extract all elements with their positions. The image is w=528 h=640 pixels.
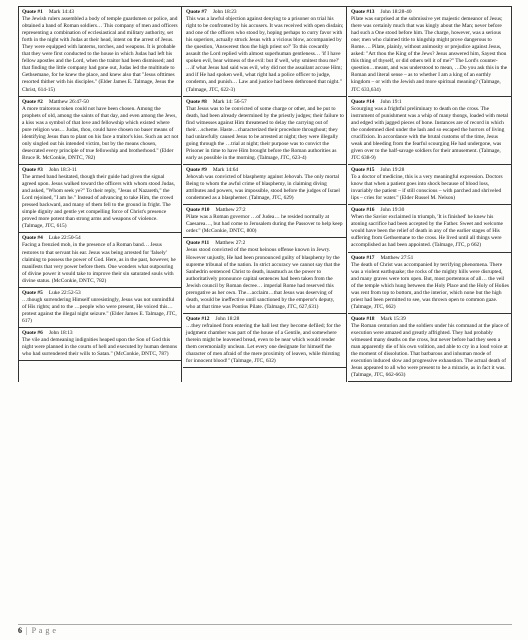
quote-text: …they refrained from entering the hall lest they become defiled; for the judgment chamber was part of the house of a Gentile, and somewhere therein might be leavened bread, even to be near which would render them ceremonially unclean. Let every one designate for himself the character of men afraid of the mere proximity of leaven, while thirsting for innocent blood!" (Talmage, JTC, 632) xyxy=(186,322,341,365)
quote-reference: John 19:30 xyxy=(380,207,405,214)
quote-reference: Mark 14:43 xyxy=(48,9,75,15)
quote-header xyxy=(22,330,179,337)
quote-text: Jesus stood convicted of the most heinous offense known in Jewry. However unjustly, He had been pronounced guilty of blasphemy by the supreme tribunal of the nation. In strict accuracy we cannot say that the Sanhedrin sentenced Christ to death, inasmuch as the power to authoritatively pronounce capital sentences had been taken from the Jewish council by Roman decree… imperial Rome had reserved this prerogative as her own. The…acclaim…that Jesus was deserving of death, would be ineffective until sanctioned by the emperor's deputy, who at that time was Pontius Pilate. (Talmage, JTC, 627,631) xyxy=(186,247,341,310)
quote-cell xyxy=(183,7,346,97)
quote-label: Quote #8 xyxy=(186,98,207,105)
quote-header xyxy=(186,167,344,174)
quote-table xyxy=(18,6,512,382)
quote-header xyxy=(186,316,344,323)
quote-label: Quote #3 xyxy=(22,166,43,173)
quote-cell xyxy=(19,288,181,328)
page-label: P a g e xyxy=(31,626,57,635)
quote-cell xyxy=(19,165,181,233)
quote-text: Pilate was surprised at the submissive yet majestic demeanor of Jesus; there was certainly much that was kingly about the Man; never before had such a One stood before him. The charge, however, was a serious one; men who claimed title to kingship might prove dangerous to Rome…. Pilate, plainly, without animosity or prejudice against Jesus, asked: "Art thou the King of the Jews? Jesus answered him, Sayest thou this thing of thyself, or did others tell it of me?" The Lord's counter-question…meant, and was understood to mean, …Do you ask this in the Roman and literal sense – as to whether I am a king of an earthly kingdom – or with the Jewish and more spiritual meaning? (Talmage, JTC 633,634) xyxy=(351,16,508,93)
quote-reference: Matthew 27:2 xyxy=(215,207,246,214)
quote-cell xyxy=(19,97,181,165)
quote-label: Quote #17 xyxy=(351,254,375,261)
quote-reference: Mark 14: 56-57 xyxy=(212,98,247,105)
quote-header xyxy=(22,167,179,174)
page-footer xyxy=(18,624,512,637)
quote-header xyxy=(186,99,344,106)
quote-text: Jehovah was convicted of blasphemy against Jehovah. The only mortal Being to whom the awful crime of blasphemy, in claiming diving attributes and powers, was impossible, stood before the judges of Israel condemned as a blasphemer. (Talmage, JTC, 629) xyxy=(186,174,340,202)
quote-header xyxy=(22,9,179,16)
quote-reference: John 18:3-11 xyxy=(48,166,77,173)
quote-reference: John 18:13 xyxy=(48,329,73,336)
quote-header xyxy=(351,9,509,16)
quote-header xyxy=(22,290,179,297)
quote-label: Quote #10 xyxy=(186,207,210,214)
quote-label: Quote #1 xyxy=(22,9,43,15)
quote-reference: Matthew 26:47-50 xyxy=(48,98,89,105)
quote-text: Scourging was a frightful preliminary to death on the cross. The instrument of punishment was a whip of many thongs, loaded with metal and edged with jagged pieces of bone. Instances are of record in which the condemned died under the lash and so escaped the horrors of living crucifixion. In accordance with the brutal customs of the time, Jesus weak and bleeding from the fearful scourging He had undergone, was given over to the half-savage soldiers for their amusement. (Talmage, JTC 638-9) xyxy=(351,105,509,161)
page-number: 6 xyxy=(18,626,22,635)
quote-header xyxy=(351,99,509,106)
quote-text: To a doctor of medicine, this is a very meaningful expression. Doctors know that when a patient goes into shock because of blood loss, invariably the patient – if still conscious – with parched and shriveled lips – cries for water." (Elder Russel M. Nelson) xyxy=(351,174,503,202)
quote-column-3 xyxy=(348,7,512,382)
quote-cell xyxy=(348,7,511,97)
quote-label: Quote #7 xyxy=(186,9,207,15)
quote-text: The armed band hesitated, though their guide had given the signal agreed upon. Jesus walked toward the officers with whom stood Judas, and asked, "Whom seek ye?" To their reply, "Jesus of Nazareth," the Lord rejoined, "I am he." Instead of advancing to take Him, the crowd pressed backward, and many of them fell to the ground in fright. The simple dignity and gentle yet compelling force of Christ's presence proved more potent than strong arms and weapons of violence. (Talmage, JTC, 615) xyxy=(22,174,175,230)
footer-separator: | xyxy=(26,626,28,635)
quote-text: Facing a frenzied mob, in the presence of a Roman band… Jesus restores to that servant his ear. Jesus was being arrested for 'falsely' claiming to possess the power of God. Here, as in the past, however, he manifests that very power before them. One wonders what outpouring of divine power it would take to improve their sin saturated souls with divine status. (McConkie, DNTC, 782) xyxy=(22,242,176,284)
quote-reference: John 18:28-40 xyxy=(380,9,412,15)
quote-header xyxy=(351,316,509,323)
quote-label: Quote #15 xyxy=(351,166,375,173)
quote-label: Quote #5 xyxy=(22,289,43,296)
quote-label: Quote #2 xyxy=(22,98,43,105)
quote-column-2 xyxy=(183,7,347,382)
quote-text: The Jewish rulers assembled a body of temple guardsmen or police, and obtained a band of Roman soldiers… This company of men and officers representing a combination of ecclesiastical and military authority, set forth in the night with Judas at their head, intent on the arrest of Jesus. They were equipped with lanterns, torches, and weapons. It is probable that they were first conducted to the house in which Judas had left his fellow apostles and the Lord, when the traitor had been dismissed; and that finding the little company had gone out, Judas led the multitude to Gethsemane, for he knew the place, and knew also that "Jesus ofttimes resorted thither with his disciples." (Elder James E. Talmage, Jesus the Christ, 614-15) xyxy=(22,16,178,93)
quote-text: The vile and demeaning indignities heaped upon the Son of God this night were planned in the courts of hell and executed by human demons who had surrendered their wills to Satan." (McConkie, DNTC, 787) xyxy=(22,337,178,358)
quote-reference: John 19:28 xyxy=(380,166,405,173)
quote-text: The Roman centurion and the soldiers under his command at the place of execution were amazed and greatly affrighted. They had probably witnessed many deaths on the cross, but never before had they seen a man apparently die of his own volition, and able to cry in a loud voice at the moment of dissolution. That barbarous and inhuman mode of execution induced slow and progressive exhaustion. The actual death of Jesus appeared to all who were present to be a miracle, as in fact it was. (Talmage, JTC, 662-663) xyxy=(351,322,509,379)
quote-label: Quote #14 xyxy=(351,98,375,105)
quote-text: This was a lawful objection against denying to a prisoner on trial his right to be confronted by his accusers. It was received with open disdain; and one of the officers who stood by, hoping perhaps to curry favor with his superiors, actually struck Jesus with a vicious blow, accompanied by the question, 'Answerest thou the high priest so?' To this cowardly assault the Lord replied with almost superhuman gentleness… 'if I have spoken evil, bear witness of the evil: but if well, why smitest thou me?' …if what Jesus had said was evil, why did not the assailant accuse Him; and if He had spoken well, what right had a police officer to judge, condemn, and punish… Law and justice had been dethroned that night." (Talmage, JTC, 622-3) xyxy=(186,16,344,93)
quote-header xyxy=(186,9,344,16)
quote-reference: John 19:1 xyxy=(380,98,402,105)
quote-cell xyxy=(19,233,181,287)
quote-text: A more traitorous token could not have been chosen. Among the prophets of old, among the saints of that day, and even among the Jews, a kiss was a symbol of that love and fellowship which existed where pure religion was… Judas, thou, could have chosen no baser means of identifying Jesus than to plant on his face a traitor's kiss. Such an act not only singled out his intended victim, but by the means chosen, desecrated every principle of true fellowship and brotherhood." (Elder Bruce R. McConkie, DNTC, 782) xyxy=(22,105,179,161)
quote-cell xyxy=(183,165,346,205)
quote-cell xyxy=(19,328,181,361)
quote-label: Quote #16 xyxy=(351,207,375,214)
quote-text: That Jesus was to be convicted of some charge or other, and be put to death, had been already determined by the priestly judges; their failure to find witnesses against Him threatened to delay the carrying out of their…scheme. Haste…characterized their procedure throughout; they had unlawfully caused Jesus to be arrested at night; they were illegally going through the …trial at night; their purpose was to convict the Prisoner in time to have Him brought before the Roman authorities as early as possible in the morning. (Talmage, JTC, 623-4) xyxy=(186,105,344,161)
quote-label: Quote #9 xyxy=(186,166,207,173)
quote-label: Quote #18 xyxy=(351,315,375,322)
quote-cell xyxy=(183,238,346,313)
quote-cell xyxy=(183,205,346,238)
quote-label: Quote #6 xyxy=(22,329,43,336)
quote-reference: Matthew 27:51 xyxy=(380,254,414,261)
quote-label: Quote #11 xyxy=(186,240,210,247)
quote-reference: Mark 15:39 xyxy=(380,315,406,322)
quote-text: The death of Christ was accompanied by terrifying phenomena. There was a violent earthquake; the rocks of the mighty hills were disrupted, and many graves were torn open. But, most portentous of all… the veil of the temple which hung between the Holy Place and the Holy of Holies was rent from top to bottom, and the interior, which none but the high priest had been permitted to see, was thrown open to common gaze. (Talmage, JTC, 662) xyxy=(351,261,509,310)
quote-label: Quote #12 xyxy=(186,315,210,322)
quote-reference: Mark 14:64 xyxy=(212,166,239,173)
quote-column-1 xyxy=(18,7,182,382)
quote-cell xyxy=(348,97,511,165)
quote-reference: Luke 22:52-53 xyxy=(48,289,81,296)
quote-reference: Matthew 27:2 xyxy=(215,240,246,247)
quote-header xyxy=(22,99,179,106)
quote-header xyxy=(351,167,509,174)
quote-text: …though surrendering Himself unresistingly, Jesus was not unmindful of His rights; and to the …people who were present, He voiced this… protest against the illegal night seizure." (Elder James E. Talmage, JTC, 617) xyxy=(22,296,177,324)
quote-label: Quote #4 xyxy=(22,235,43,242)
quote-cell xyxy=(348,314,511,382)
quote-text: When the Savior exclaimed in triumph, 'It is finished' he knew his atoning sacrifice had been accepted by the Father. Sweet and welcome would have been the relief of death in any of the earlier stages of His suffering from Gethsemane to the cross. He lived until all things were accomplished as had been appointed. (Talmage, JTC, p 662) xyxy=(351,214,503,249)
quote-reference: John 18:23 xyxy=(212,9,237,15)
quote-cell xyxy=(19,7,181,97)
quote-text: Pilate was a Roman governor …of Judea… he resided normally at Caesarea…, but had come to Jerusalem during the Passover to help keep order." (McConkie, DNTC, 800) xyxy=(186,214,343,235)
quote-reference: John 18:28 xyxy=(215,315,240,322)
quote-cell xyxy=(183,314,346,368)
quote-label: Quote #13 xyxy=(351,9,375,15)
quote-cell xyxy=(348,253,511,314)
quote-header xyxy=(351,255,509,262)
quote-reference: Luke 22:50-54 xyxy=(48,235,81,242)
quote-cell xyxy=(183,97,346,165)
quote-cell xyxy=(348,165,511,205)
quote-cell xyxy=(348,205,511,252)
